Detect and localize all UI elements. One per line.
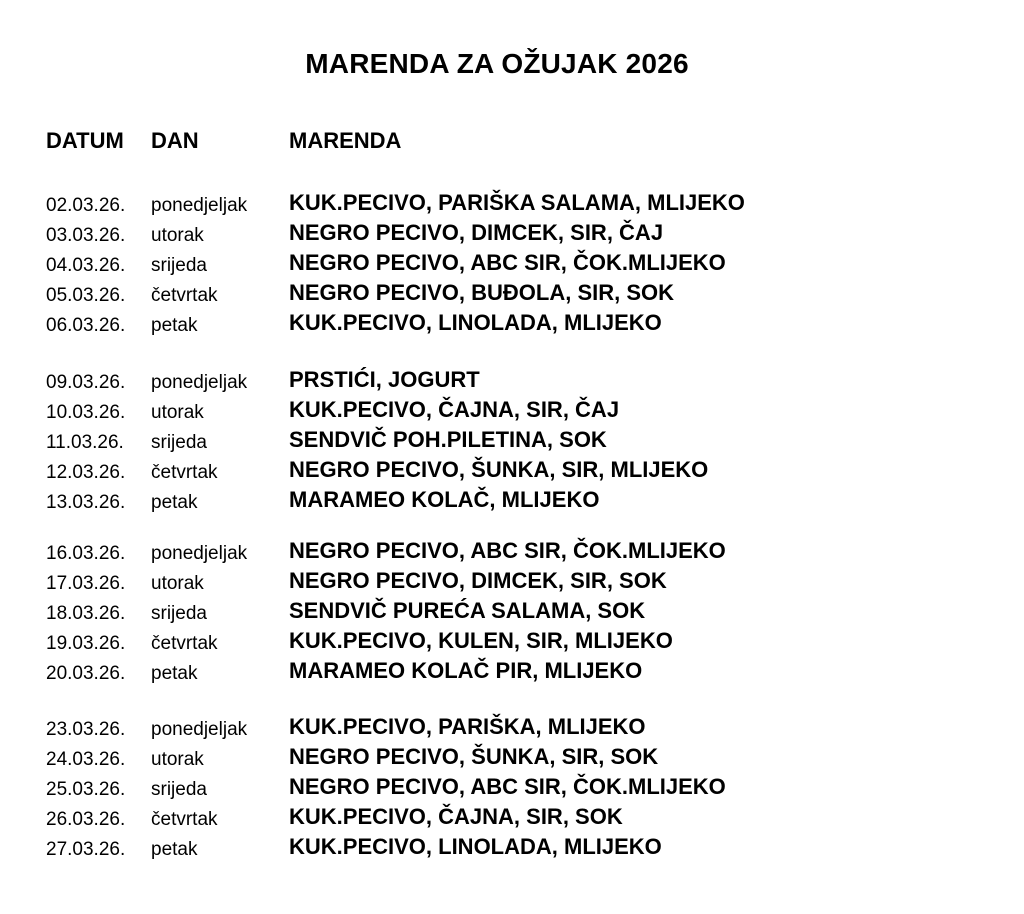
date-cell: 23.03.26. — [46, 719, 126, 740]
meal-cell: MARAMEO KOLAČ PIR, MLIJEKO — [289, 658, 643, 683]
day-cell: utorak — [151, 225, 204, 246]
table-row — [0, 249, 1000, 279]
table-row — [0, 627, 1000, 657]
meal-cell: NEGRO PECIVO, BUĐOLA, SIR, SOK — [289, 280, 675, 305]
day-cell: petak — [151, 492, 198, 513]
day-cell: ponedjeljak — [151, 543, 248, 564]
column-header-date: DATUM — [46, 128, 124, 153]
table-row — [0, 456, 1000, 486]
date-cell: 04.03.26. — [46, 255, 126, 276]
date-cell: 17.03.26. — [46, 573, 126, 594]
meal-cell: KUK.PECIVO, KULEN, SIR, MLIJEKO — [289, 628, 673, 653]
column-header-day: DAN — [151, 128, 199, 153]
table-row — [0, 803, 1000, 833]
table-row — [0, 657, 1000, 687]
date-cell: 16.03.26. — [46, 543, 126, 564]
date-cell: 10.03.26. — [46, 402, 126, 423]
table-row — [0, 537, 1000, 567]
date-cell: 20.03.26. — [46, 663, 126, 684]
date-cell: 25.03.26. — [46, 779, 126, 800]
day-cell: srijeda — [151, 432, 207, 453]
table-row — [0, 219, 1000, 249]
table-row — [0, 189, 1000, 219]
meal-cell: KUK.PECIVO, ČAJNA, SIR, SOK — [289, 804, 623, 829]
meal-cell: SENDVIČ POH.PILETINA, SOK — [289, 427, 607, 452]
day-cell: četvrtak — [151, 633, 218, 654]
meal-cell: PRSTIĆI, JOGURT — [289, 367, 480, 392]
meal-cell: NEGRO PECIVO, DIMCEK, SIR, SOK — [289, 568, 667, 593]
day-cell: četvrtak — [151, 809, 218, 830]
date-cell: 18.03.26. — [46, 603, 126, 624]
table-row — [0, 773, 1000, 803]
page-title: MARENDA ZA OŽUJAK 2026 — [305, 48, 689, 79]
table-row — [0, 597, 1000, 627]
table-row — [0, 486, 1000, 516]
date-cell: 13.03.26. — [46, 492, 126, 513]
table-row — [0, 309, 1000, 339]
date-cell: 02.03.26. — [46, 195, 126, 216]
date-cell: 06.03.26. — [46, 315, 126, 336]
day-cell: srijeda — [151, 603, 207, 624]
day-cell: četvrtak — [151, 285, 218, 306]
day-cell: utorak — [151, 402, 204, 423]
day-cell: četvrtak — [151, 462, 218, 483]
meal-cell: MARAMEO KOLAČ, MLIJEKO — [289, 487, 600, 512]
meal-cell: NEGRO PECIVO, ABC SIR, ČOK.MLIJEKO — [289, 774, 726, 799]
table-row — [0, 713, 1000, 743]
day-cell: srijeda — [151, 779, 207, 800]
date-cell: 24.03.26. — [46, 749, 126, 770]
meal-cell: KUK.PECIVO, PARIŠKA, MLIJEKO — [289, 714, 646, 739]
meal-cell: SENDVIČ PUREĆA SALAMA, SOK — [289, 598, 646, 623]
day-cell: ponedjeljak — [151, 372, 248, 393]
table-row — [0, 279, 1000, 309]
day-cell: petak — [151, 663, 198, 684]
date-cell: 19.03.26. — [46, 633, 126, 654]
meal-cell: KUK.PECIVO, LINOLADA, MLIJEKO — [289, 310, 662, 335]
meal-cell: KUK.PECIVO, LINOLADA, MLIJEKO — [289, 834, 662, 859]
day-cell: utorak — [151, 573, 204, 594]
table-row — [0, 567, 1000, 597]
table-row — [0, 426, 1000, 456]
date-cell: 03.03.26. — [46, 225, 126, 246]
day-cell: ponedjeljak — [151, 719, 248, 740]
date-cell: 26.03.26. — [46, 809, 126, 830]
meal-cell: KUK.PECIVO, PARIŠKA SALAMA, MLIJEKO — [289, 190, 745, 215]
meal-cell: KUK.PECIVO, ČAJNA, SIR, ČAJ — [289, 397, 620, 422]
table-row — [0, 833, 1000, 863]
table-row — [0, 366, 1000, 396]
date-cell: 11.03.26. — [46, 432, 124, 453]
meal-cell: NEGRO PECIVO, DIMCEK, SIR, ČAJ — [289, 220, 664, 245]
meal-cell: NEGRO PECIVO, ABC SIR, ČOK.MLIJEKO — [289, 250, 726, 275]
day-cell: srijeda — [151, 255, 207, 276]
meal-cell: NEGRO PECIVO, ŠUNKA, SIR, SOK — [289, 744, 659, 769]
date-cell: 09.03.26. — [46, 372, 126, 393]
column-header-meal: MARENDA — [289, 128, 402, 153]
date-cell: 12.03.26. — [46, 462, 126, 483]
day-cell: utorak — [151, 749, 204, 770]
date-cell: 05.03.26. — [46, 285, 126, 306]
meal-cell: NEGRO PECIVO, ABC SIR, ČOK.MLIJEKO — [289, 538, 726, 563]
table-row — [0, 743, 1000, 773]
day-cell: petak — [151, 315, 198, 336]
date-cell: 27.03.26. — [46, 839, 126, 860]
day-cell: ponedjeljak — [151, 195, 248, 216]
day-cell: petak — [151, 839, 198, 860]
table-row — [0, 396, 1000, 426]
meal-cell: NEGRO PECIVO, ŠUNKA, SIR, MLIJEKO — [289, 457, 709, 482]
